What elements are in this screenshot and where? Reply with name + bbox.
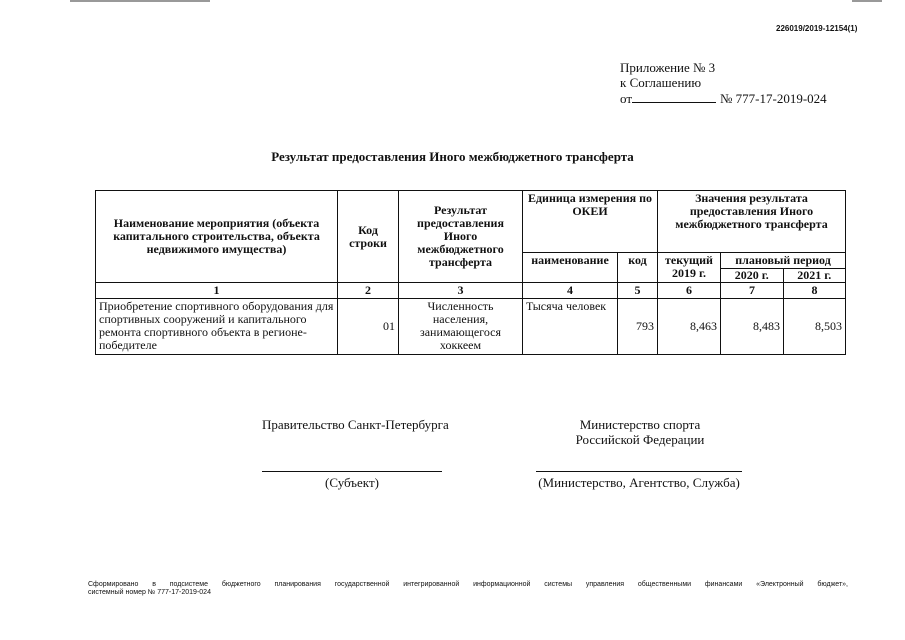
header-current-year: текущий 2019 г. <box>658 253 721 283</box>
annex-title: Приложение № 3 <box>620 60 716 75</box>
column-number: 1 <box>96 283 338 299</box>
column-number: 6 <box>658 283 721 299</box>
header-planned-period <box>721 253 846 283</box>
cell-value-2019: 8,463 <box>658 299 721 355</box>
column-number: 5 <box>618 283 658 299</box>
header-event-name: Наименование мероприятия (объекта капитального строительства, объекта недвижимого имущества) <box>96 191 338 283</box>
column-number: 7 <box>721 283 784 299</box>
column-number: 4 <box>523 283 618 299</box>
annex-from-label: от <box>620 91 633 106</box>
footer-system-number: системный номер № 777-17-2019-024 <box>88 589 211 596</box>
header-row-code: Код строки <box>338 191 399 283</box>
ministry-line-2: Российской Федерации <box>575 432 705 447</box>
header-row-1 <box>96 191 846 253</box>
header-unit-group: Единица измерения по ОКЕИ <box>523 191 658 253</box>
results-table <box>95 190 846 355</box>
header-unit-code: код <box>618 253 658 283</box>
planned-period-label: плановый период <box>721 253 845 269</box>
header-year-2020: 2020 г. <box>721 269 784 282</box>
column-number-row <box>96 283 846 299</box>
annex-agreement-label: к Соглашению <box>620 75 702 90</box>
annex-date-line <box>620 90 827 106</box>
header-unit-name: наименование <box>523 253 618 283</box>
header-year-2021: 2021 г. <box>797 268 832 282</box>
column-number: 2 <box>338 283 399 299</box>
ministry-org-name <box>560 417 720 447</box>
date-blank-line <box>632 90 716 103</box>
page-title: Результат предоставления Иного межбюджетного трансферта <box>271 149 634 164</box>
cell-value-2020: 8,483 <box>721 299 784 355</box>
annex-block <box>620 60 827 106</box>
cell-unit-name: Тысяча человек <box>523 299 618 355</box>
document-number: 226019/2019-12154(1) <box>776 24 858 33</box>
scan-artifact <box>70 0 210 2</box>
subject-caption: (Субъект) <box>325 475 379 490</box>
ministry-caption: (Министерство, Агентство, Служба) <box>538 475 740 490</box>
table-row <box>96 299 846 355</box>
agreement-number: № 777-17-2019-024 <box>720 91 827 106</box>
cell-result: Численность населения, занимающегося хоккеем <box>399 299 523 355</box>
column-number: 8 <box>784 283 846 299</box>
cell-value-2021: 8,503 <box>784 299 846 355</box>
planned-years <box>721 269 845 282</box>
cell-event-name: Приобретение спортивного оборудования для спортивных сооружений и капитального ремонта спортивного объекта в регионе-победителе <box>96 299 338 355</box>
cell-unit-code: 793 <box>618 299 658 355</box>
ministry-signature-line <box>536 471 742 472</box>
column-number: 3 <box>399 283 523 299</box>
header-result: Результат предоставления Иного межбюджетного трансферта <box>399 191 523 283</box>
subject-signature-line <box>262 471 442 472</box>
cell-row-code: 01 <box>338 299 399 355</box>
scan-artifact <box>852 0 882 2</box>
footer-note: Сформировано в подсистеме бюджетного планирования государственной интегрированной информационной системы управления общественными финансами «Электронный бюджет», <box>88 581 848 588</box>
header-values-group: Значения результата предоставления Иного межбюджетного трансферта <box>658 191 846 253</box>
subject-org-name: Правительство Санкт-Петербурга <box>262 417 449 432</box>
ministry-line-1: Министерство спорта <box>579 417 701 432</box>
